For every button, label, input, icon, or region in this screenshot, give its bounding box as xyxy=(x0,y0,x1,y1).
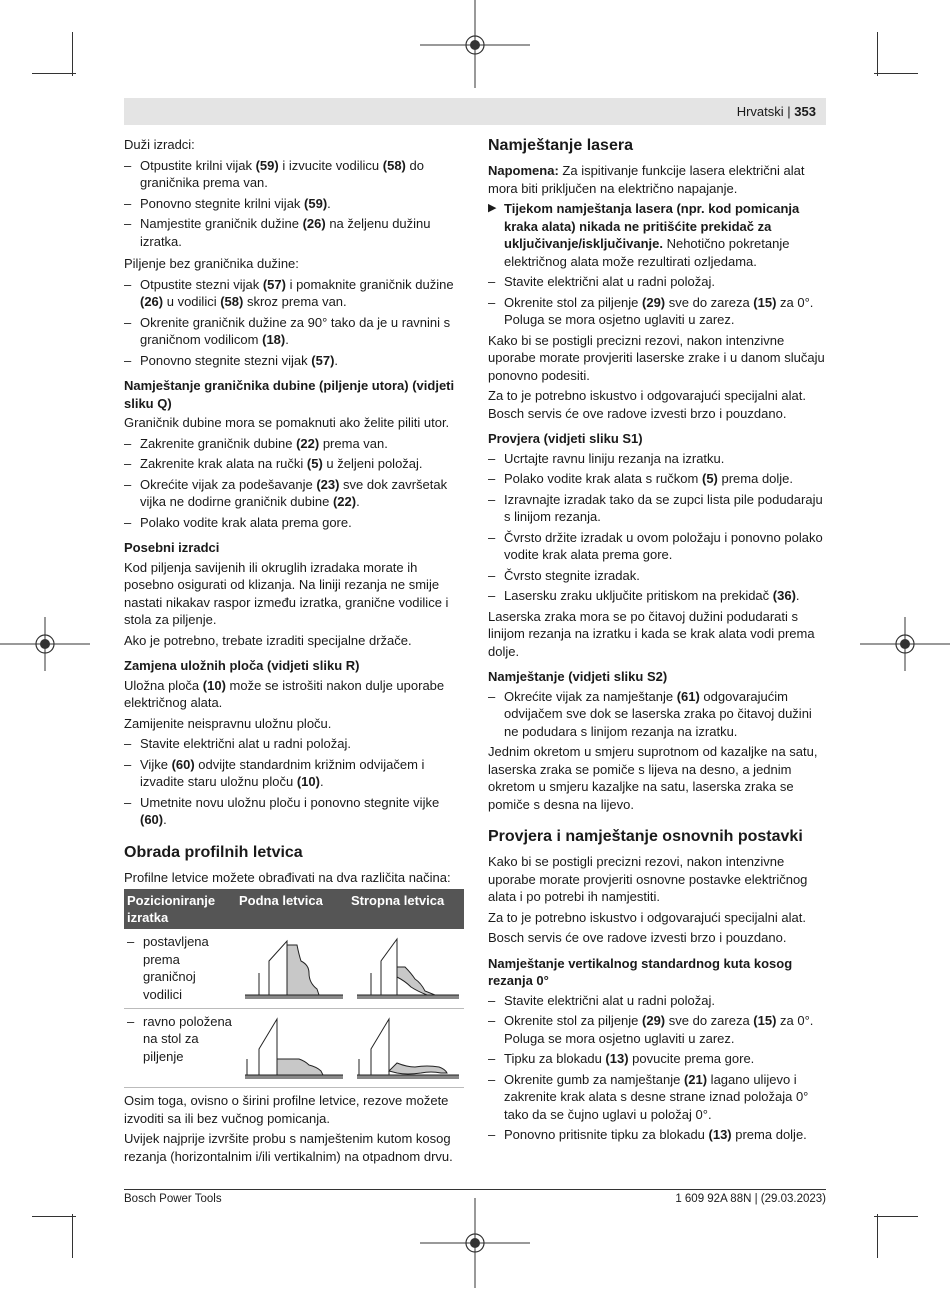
basic-heading: Provjera i namještanje osnovnih postavki xyxy=(488,828,803,845)
insert-list xyxy=(124,735,464,829)
right-column xyxy=(488,136,826,1147)
list-item: – Okrenite stol za piljenje (29) sve do zareza (15) za 0°. Poluga se mora osjetno uglaviti u zarez. xyxy=(488,294,826,329)
table-header-row xyxy=(124,889,464,929)
list-item: – Vijke (60) odvijte standardnim križnim odvijačem i izvadite staru uložnu ploču (10). xyxy=(124,756,464,791)
crop-mark xyxy=(32,1216,76,1217)
page-number: 353 xyxy=(794,104,816,119)
page-header-text xyxy=(737,103,816,121)
header-separator: | xyxy=(787,104,791,119)
left-column xyxy=(124,136,464,1168)
table-row xyxy=(124,1008,464,1088)
profile-heading: Obrada profilnih letvica xyxy=(124,843,303,861)
list-item: – Lasersku zraku uključite pritiskom na prekidač (36). xyxy=(488,587,826,605)
special-heading: Posebni izradci xyxy=(124,540,220,555)
laser-heading: Namještanje lasera xyxy=(488,137,633,154)
list-item: – Čvrsto držite izradak u ovom položaju i ponovno polako vodite krak alata prema gore. xyxy=(488,529,826,564)
header-language: Hrvatski xyxy=(736,104,784,119)
laser-text-3: Bosch servis će ove radove izvesti brzo i pouzdano. xyxy=(488,405,787,421)
registration-mark-bottom xyxy=(420,1198,530,1288)
adjust-list xyxy=(488,688,826,741)
registration-mark-right xyxy=(860,617,950,671)
table-row xyxy=(124,929,464,1008)
footer-doc-number: 1 609 92A 88N | (29.03.2023) xyxy=(675,1193,826,1205)
list-item: – Okrenite graničnik dužine za 90° tako da je u ravnini s graničnom vodilicom (18). xyxy=(124,314,464,349)
floor-molding-flat-diagram xyxy=(239,1013,345,1079)
crown-molding-against-fence-diagram xyxy=(351,933,461,999)
basic-text: Kako bi se postigli precizni rezovi, nakon intenzivne uporabe morate provjeriti osnovne postavke električnog alata i po potrebi ih namjestiti. xyxy=(488,854,808,904)
table-cell: – ravno položena na stol za piljenje xyxy=(124,1008,236,1088)
list-item: – Tipku za blokadu (13) povucite prema gore. xyxy=(488,1050,826,1068)
list-item: – Čvrsto stegnite izradak. xyxy=(488,567,826,585)
registration-mark-left xyxy=(0,617,90,671)
special-text-2: Ako je potrebno, trebate izraditi specijalne držače. xyxy=(124,632,412,648)
laser-list xyxy=(488,273,826,329)
table-cell xyxy=(348,929,464,1008)
list-item: – Otpustite krilni vijak (59) i izvucite vodilicu (58) do graničnika prema van. xyxy=(124,157,464,192)
crop-mark xyxy=(874,1216,918,1217)
list-item: – Ponovno stegnite stezni vijak (57). xyxy=(124,352,464,370)
longer-list xyxy=(124,157,464,251)
profile-table xyxy=(124,889,464,1088)
list-item: – Okrećite vijak za podešavanje (23) sve dok završetak vijka ne dodirne graničnik dubine (22). xyxy=(124,476,464,511)
list-item: – Otpustite stezni vijak (57) i pomaknite graničnik dužine (26) u vodilici (58) skroz prema van. xyxy=(124,276,464,311)
laser-text: Kako bi se postigli precizni rezovi, nakon intenzivne uporabe morate provjeriti laserske zrake i u danom slučaju ponovno podesiti. xyxy=(488,332,825,383)
list-item: – Okrenite gumb za namještanje (21) lagano ulijevo i zakrenite krak alata s desne strane iznad položaja 0° tako da se čujno uglavi u položaj 0°. xyxy=(488,1071,826,1124)
list-item: – Zakrenite krak alata na ručki (5) u željeni položaj. xyxy=(124,455,464,473)
laser-warning: ▶ Tijekom namještanja lasera (npr. kod pomicanja kraka alata) nikada ne pritišćite prekidač za uključivanje/isključivanje. Nehotično pokretanje električnog alata može rezultirati ozljedama. xyxy=(488,201,800,269)
warning-arrow-icon: ▶ xyxy=(488,202,497,214)
insert-heading: Zamjena uložnih ploča (vidjeti sliku R) xyxy=(124,658,360,673)
list-item: – Stavite električni alat u radni položaj. xyxy=(488,992,826,1010)
check-list xyxy=(488,450,826,605)
table-cell xyxy=(348,1008,464,1088)
list-item: – Zakrenite graničnik dubine (22) prema van. xyxy=(124,435,464,453)
table-header: Podna letvica xyxy=(236,889,348,929)
list-item: – Namjestite graničnik dužine (26) na željenu dužinu izratka. xyxy=(124,215,464,250)
list-item: – Umetnite novu uložnu ploču i ponovno stegnite vijke (60). xyxy=(124,794,464,829)
list-item: – Ponovno stegnite krilni vijak (59). xyxy=(124,195,464,213)
check-text: Laserska zraka mora se po čitavoj dužini podudarati s linijom rezanja na izratku i kada se krak alata vodi prema dolje. xyxy=(488,608,815,659)
depth-heading: Namještanje graničnika dubine (piljenje utora) (vidjeti sliku Q) xyxy=(124,378,455,411)
table-header: Pozicioniranje izratka xyxy=(124,889,236,929)
crop-mark xyxy=(874,73,918,74)
registration-mark-top xyxy=(420,0,530,90)
adjust-heading: Namještanje (vidjeti sliku S2) xyxy=(488,669,668,684)
vertical-list xyxy=(488,992,826,1144)
list-item: – Ponovno pritisnite tipku za blokadu (13) prema dolje. xyxy=(488,1126,826,1144)
list-item: – Stavite električni alat u radni položaj. xyxy=(124,735,464,753)
table-cell xyxy=(236,929,348,1008)
table-cell: – postavljena prema graničnoj vodilici xyxy=(124,929,236,1008)
depth-list xyxy=(124,435,464,532)
crown-molding-flat-diagram xyxy=(351,1013,461,1079)
basic-text-2: Za to je potrebno iskustvo i odgovarajući specijalni alat. xyxy=(488,909,806,925)
laser-note: Napomena: Za ispitivanje funkcije lasera električni alat mora biti priključen na električno napajanje. xyxy=(488,163,805,196)
table-header: Stropna letvica xyxy=(348,889,464,929)
list-item: – Okrenite stol za piljenje (29) sve do zareza (15) za 0°. Poluga se mora osjetno uglaviti u zarez. xyxy=(488,1012,826,1047)
list-item: – Okrećite vijak za namještanje (61) odgovarajućim odvijačem sve dok se laserska zraka po čitavoj dužini ne podudara s linijom rezanja na izratku. xyxy=(488,688,826,741)
laser-text-2: Za to je potrebno iskustvo i odgovarajući specijalni alat. xyxy=(488,388,806,403)
insert-text: Uložna ploča (10) može se istrošiti nakon dulje uporabe električnog alata. xyxy=(124,677,445,710)
list-item: – Stavite električni alat u radni položaj. xyxy=(488,273,826,291)
insert-text-2: Zamijenite neispravnu uložnu ploču. xyxy=(124,715,332,731)
crop-mark xyxy=(877,32,878,76)
check-heading: Provjera (vidjeti sliku S1) xyxy=(488,431,643,446)
page-header xyxy=(124,98,826,125)
crop-mark xyxy=(32,73,76,74)
depth-text: Graničnik dubine mora se pomaknuti ako želite piliti utor. xyxy=(124,415,450,430)
vertical-heading: Namještanje vertikalnog standardnog kuta kosog rezanja 0° xyxy=(488,955,793,988)
list-item: – Polako vodite krak alata s ručkom (5) prema dolje. xyxy=(488,470,826,488)
nostop-intro: Piljenje bez graničnika dužine: xyxy=(124,256,299,271)
adjust-text: Jednim okretom u smjeru suprotnom od kazaljke na satu, laserska zraka se pomiče s lijeva na desno, a jednim okretom u smjeru kazaljke na satu, laserska zraka se pomiče s desna na lijevo. xyxy=(488,744,818,812)
table-cell xyxy=(236,1008,348,1088)
floor-molding-against-fence-diagram xyxy=(239,933,345,999)
basic-text-3: Bosch servis će ove radove izvesti brzo i pouzdano. xyxy=(488,930,787,945)
footer-brand: Bosch Power Tools xyxy=(124,1193,222,1205)
special-text: Kod piljenja savijenih ili okruglih izradaka morate ih posebno osigurati od klizanja. Na liniji rezanja ne smije nastati nikakav raspor između izratka, granične vodilice i stola za piljenje. xyxy=(124,559,449,627)
crop-mark xyxy=(72,32,73,76)
longer-intro: Duži izradci: xyxy=(124,137,195,152)
footer-divider xyxy=(124,1189,826,1190)
nostop-list xyxy=(124,276,464,370)
profile-text: Profilne letvice možete obrađivati na dva različita načina: xyxy=(124,869,451,885)
profile-after-text: Osim toga, ovisno o širini profilne letvice, rezove možete izvoditi sa ili bez vučnog pomicanja. xyxy=(124,1093,449,1126)
profile-after-text-2: Uvijek najprije izvršite probu s namještenim kutom kosog rezanja (horizontalnim i/ili vertikalnim) na otpadnom drvu. xyxy=(124,1131,453,1164)
list-item: – Ucrtajte ravnu liniju rezanja na izratku. xyxy=(488,450,826,468)
crop-mark xyxy=(72,1214,73,1258)
list-item: – Polako vodite krak alata prema gore. xyxy=(124,514,464,532)
crop-mark xyxy=(877,1214,878,1258)
list-item: – Izravnajte izradak tako da se zupci lista pile podudaraju s linijom rezanja. xyxy=(488,491,826,526)
